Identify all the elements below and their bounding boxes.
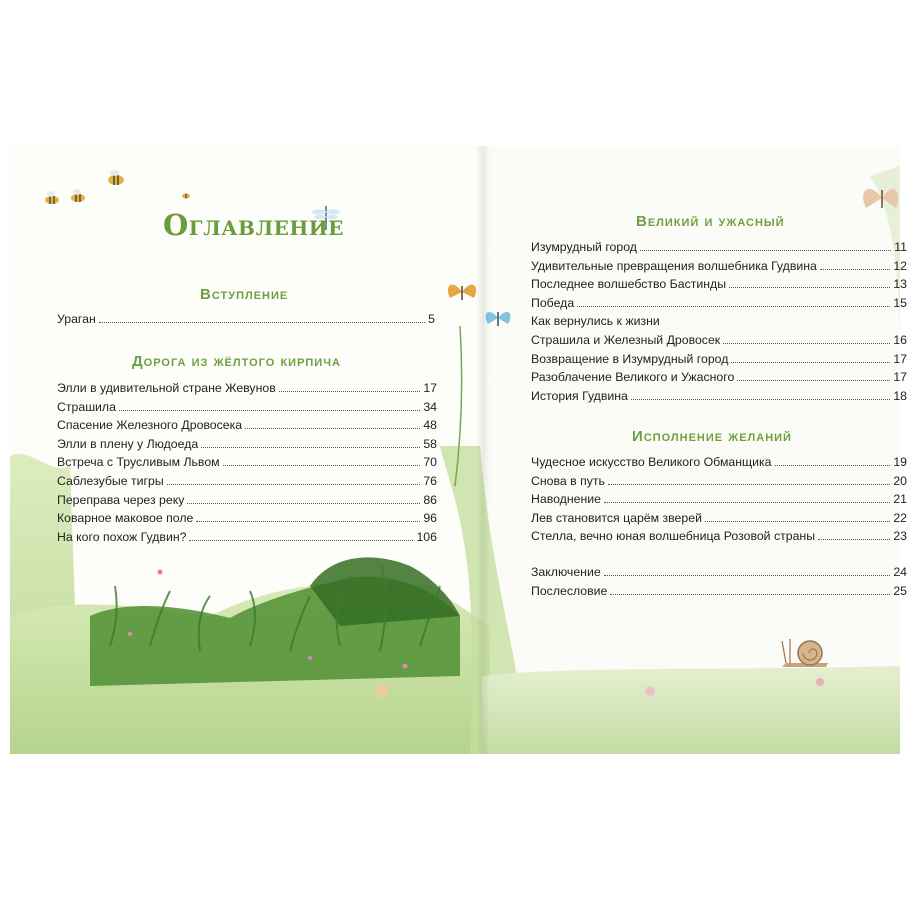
section-heading-wishes: Исполнение желаний [632,428,792,445]
toc-entry-page: 20 [893,473,907,488]
toc-entry[interactable] [531,455,907,474]
toc-entry-label: Победа [531,295,575,310]
toc-entry-page: 5 [428,312,435,326]
toc-entry[interactable] [531,474,907,493]
toc-entry-page: 15 [893,295,907,310]
toc-list-wishes [531,455,907,548]
bee-icon [182,194,190,199]
toc-entry[interactable] [531,333,907,352]
toc-entry-page: 25 [893,583,907,598]
toc-leader-dots [608,484,890,485]
toc-entry-page: 17 [893,370,907,385]
toc-entry[interactable] [57,511,437,530]
toc-list-endmatter [531,565,907,602]
toc-entry-label: Заключение [531,565,601,579]
toc-entry-label: Разоблачение Великого и Ужасного [531,370,735,385]
toc-leader-dots [631,399,890,400]
toc-entry-label: Как вернулись к жизни [531,314,660,329]
toc-entry-label: Снова в путь [531,473,605,488]
toc-entry[interactable] [57,381,437,400]
toc-entry-label: Коварное маковое поле [57,511,194,526]
toc-leader-dots [737,380,890,381]
toc-leader-dots [729,287,890,288]
toc-leader-dots [187,503,420,504]
toc-entry-label: Элли в удивительной стране Жевунов [57,381,276,395]
toc-leader-dots [196,521,420,522]
toc-entry-label: Послесловие [531,583,608,598]
toc-entry-label: Переправа через реку [57,492,185,507]
toc-leader-dots [775,465,891,466]
book-gutter [476,146,490,754]
toc-entry-label: Возвращение в Изумрудный город [531,351,729,366]
toc-leader-dots [99,322,425,323]
toc-entry-label: Страшила [57,399,116,414]
toc-entry[interactable] [531,277,907,296]
toc-entry[interactable] [57,493,437,512]
toc-entry[interactable] [531,296,907,315]
toc-entry-label: Изумрудный город [531,240,637,254]
toc-entry-page: 48 [423,418,437,433]
toc-entry[interactable] [57,437,437,456]
toc-entry-page: 12 [893,258,907,273]
toc-entry-label: Саблезубые тигры [57,473,164,488]
toc-entry[interactable] [57,400,437,419]
toc-leader-dots [577,306,890,307]
toc-entry-label: Спасение Железного Дровосека [57,418,243,433]
toc-entry-label: Стелла, вечно юная волшебница Розовой страны [531,529,816,544]
toc-entry[interactable] [531,584,907,603]
toc-entry-label: Наводнение [531,492,601,507]
toc-leader-dots [820,269,890,270]
toc-leader-dots [201,447,420,448]
toc-entry-page: 11 [894,240,907,254]
toc-entry[interactable] [531,352,907,371]
toc-entry-label: Последнее волшебство Бастинды [531,277,727,292]
toc-leader-dots [604,502,890,503]
toc-leader-dots [610,594,890,595]
toc-leader-dots [731,362,890,363]
toc-entry-label: Страшила и Железный Дровосек [531,332,721,347]
toc-entry-page: 19 [893,455,907,469]
section-heading-yellow-brick-road: Дорога из жёлтого кирпича [132,353,341,370]
toc-leader-dots [818,539,890,540]
toc-entry[interactable] [531,314,907,333]
toc-entry-page: 21 [893,492,907,507]
toc-entry[interactable] [531,389,907,408]
toc-clip-great-and-terrible [531,240,907,420]
toc-entry[interactable] [531,492,907,511]
page-title: Оглавление [163,208,344,242]
toc-entry[interactable] [531,529,907,548]
section-heading-intro: Вступление [200,286,289,303]
toc-entry[interactable] [57,418,437,437]
toc-entry-label: Встреча с Трусливым Львом [57,455,220,470]
snail-icon [782,639,828,667]
toc-entry-page: 22 [893,510,907,525]
toc-leader-dots [245,428,420,429]
toc-leader-dots [167,484,421,485]
bottom-grass-right [482,666,900,754]
toc-entry-page: 76 [423,473,437,488]
toc-entry[interactable] [531,565,907,584]
toc-entry-page: 58 [423,436,437,451]
toc-entry-page: 18 [893,388,907,403]
toc-entry[interactable] [531,370,907,389]
toc-clip-endmatter [531,565,907,605]
toc-leader-dots [119,410,420,411]
bee-icon [71,189,85,202]
toc-entry[interactable] [57,312,435,331]
toc-leader-dots [223,465,421,466]
toc-entry[interactable] [57,455,437,474]
section-heading-great-and-terrible: Великий и ужасный [636,213,785,230]
toc-entry-label: История Гудвина [531,388,628,403]
toc-entry-page: 96 [423,511,437,526]
toc-entry[interactable] [531,240,907,259]
toc-entry-page: 23 [893,529,907,544]
toc-entry-label: Элли в плену у Людоеда [57,436,199,451]
toc-entry-page: 16 [893,332,907,347]
bee-icon [108,170,124,185]
toc-entry-page: 24 [893,565,907,579]
toc-entry-label: Чудесное искусство Великого Обманщика [531,455,772,469]
toc-entry-label: Лев становится царём зверей [531,510,702,525]
toc-leader-dots [189,540,413,541]
toc-list-yellow-brick-road [57,381,437,548]
toc-entry-page: 17 [423,381,437,395]
toc-leader-dots [604,575,891,576]
toc-entry-label: Ураган [57,312,96,326]
toc-list-intro [57,312,435,331]
toc-entry-page: 106 [416,529,437,544]
bee-icon [45,191,59,204]
toc-entry[interactable] [57,530,437,549]
toc-entry-label: Удивительные превращения волшебника Гудвина [531,258,817,273]
toc-entry-page: 70 [423,455,437,470]
toc-entry-page: 17 [893,351,907,366]
toc-entry-label: На кого похож Гудвин? [57,529,187,544]
butterfly-icon [448,285,476,300]
toc-entry[interactable] [57,474,437,493]
toc-entry-page: 86 [423,492,437,507]
toc-entry-page: 13 [893,277,907,292]
toc-entry-page: 34 [423,399,437,414]
toc-list-great-and-terrible [531,240,907,407]
toc-leader-dots [705,521,890,522]
toc-entry[interactable] [531,259,907,278]
toc-leader-dots [279,391,421,392]
toc-entry[interactable] [531,511,907,530]
toc-leader-dots [723,343,890,344]
toc-leader-dots [640,250,891,251]
toc-clip-wishes [531,455,907,551]
